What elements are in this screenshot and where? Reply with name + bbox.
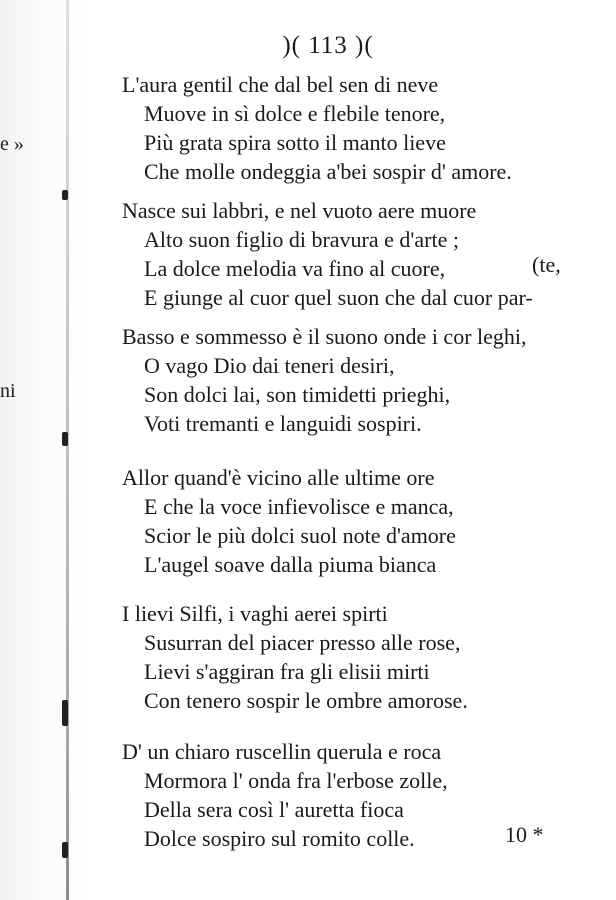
stanza bbox=[122, 463, 592, 579]
verse-line: E giunge al cuor quel suon che dal cuor par- bbox=[144, 285, 533, 310]
stanza bbox=[122, 599, 592, 715]
verse-line: Lievi s'aggiran fra gli elisii mirti bbox=[144, 659, 430, 684]
verse-line: O vago Dio dai teneri desiri, bbox=[144, 353, 395, 378]
ink-mark bbox=[62, 190, 68, 200]
verse-line: I lievi Silfi, i vaghi aerei spirti bbox=[122, 601, 388, 626]
verse-line: Muove in sì dolce e flebile tenore, bbox=[144, 101, 446, 126]
stanza bbox=[122, 322, 592, 438]
binding-gutter bbox=[66, 0, 69, 900]
verse-line: Nasce sui labbri, e nel vuoto aere muore bbox=[122, 198, 477, 223]
page-number: )( 113 )( bbox=[282, 32, 374, 59]
ink-mark bbox=[62, 700, 68, 726]
verse-line: D' un chiaro ruscellin querula e roca bbox=[122, 739, 442, 764]
verse-line: Con tenero sospir le ombre amorose. bbox=[144, 688, 468, 713]
ink-mark bbox=[62, 842, 68, 858]
verse-line: Voti tremanti e languidi sospiri. bbox=[144, 411, 422, 436]
stanza bbox=[122, 196, 592, 312]
verse-line: L'augel soave dalla piuma bianca bbox=[144, 552, 437, 577]
verse-line: Allor quand'è vicino alle ultime ore bbox=[122, 465, 435, 490]
verse-line: La dolce melodia va fino al cuore, bbox=[144, 256, 446, 281]
verse-line: Della sera così l' auretta fioca bbox=[144, 797, 404, 822]
verse-line: Scior le più dolci suol note d'amore bbox=[144, 523, 456, 548]
margin-bleed-text: e » bbox=[0, 133, 24, 155]
verse-line: Susurran del piacer presso alle rose, bbox=[144, 630, 461, 655]
verse-line: Alto suon figlio di bravura e d'arte ; bbox=[144, 227, 459, 252]
margin-bleed-text: ni bbox=[0, 380, 16, 402]
verse-line: L'aura gentil che dal bel sen di neve bbox=[122, 72, 439, 97]
verse-line: Son dolci lai, son timidetti prieghi, bbox=[144, 382, 451, 407]
verse-continuation: (te, bbox=[532, 252, 561, 277]
verse-line: Dolce sospiro sul romito colle. bbox=[144, 826, 415, 851]
verse-line: Che molle ondeggia a'bei sospir d' amore. bbox=[144, 159, 512, 184]
ink-mark bbox=[62, 432, 68, 446]
stanza bbox=[122, 70, 592, 186]
signature-mark: 10 * bbox=[505, 822, 544, 847]
verse-line: E che la voce infievolisce e manca, bbox=[144, 494, 454, 519]
verse-line: Mormora l' onda fra l'erbose zolle, bbox=[144, 768, 448, 793]
verse-line: Basso e sommesso è il suono onde i cor leghi, bbox=[122, 324, 527, 349]
verse-line: Più grata spira sotto il manto lieve bbox=[144, 130, 446, 155]
